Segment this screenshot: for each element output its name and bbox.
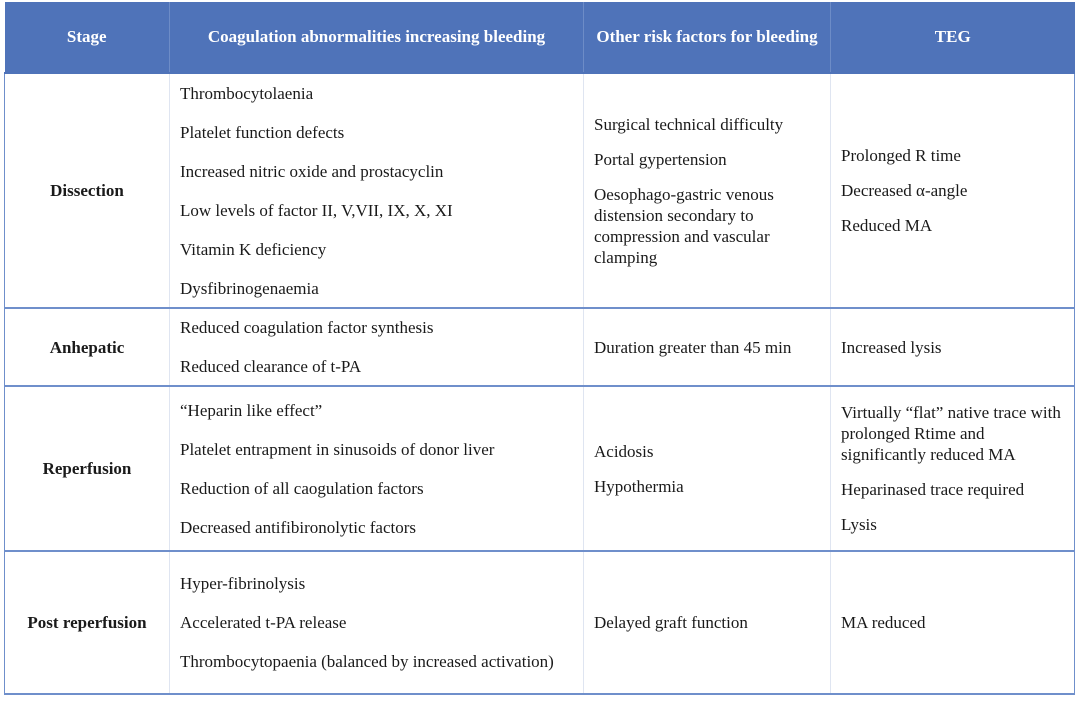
coagulation-item: Thrombocytolaenia bbox=[180, 83, 314, 103]
teg-cell bbox=[831, 73, 1075, 308]
table-body bbox=[5, 73, 1075, 694]
header-risk-factors: Other risk factors for bleeding bbox=[584, 2, 831, 73]
header-stage: Stage bbox=[5, 2, 170, 73]
table-row-dissection bbox=[5, 73, 1075, 308]
table-header bbox=[5, 2, 1075, 73]
teg-item: Decreased α-angle bbox=[841, 181, 968, 200]
risk-factor-item: Portal gypertension bbox=[594, 149, 727, 169]
coagulation-cell bbox=[170, 386, 584, 551]
risk-factor-item: Oesophago-gastric venous distension secondary to compression and vascular clamping bbox=[594, 184, 774, 267]
coagulation-cell bbox=[170, 551, 584, 694]
risk-factors-cell bbox=[584, 386, 831, 551]
coagulation-item: Platelet entrapment in sinusoids of donor liver bbox=[180, 439, 495, 459]
coagulation-item: Reduced coagulation factor synthesis bbox=[180, 318, 434, 337]
coagulation-cell bbox=[170, 308, 584, 386]
coagulation-item: Platelet function defects bbox=[180, 122, 345, 142]
coagulation-table-container bbox=[4, 2, 1074, 695]
table-row-reperfusion bbox=[5, 386, 1075, 551]
coagulation-item: “Heparin like effect” bbox=[180, 400, 323, 420]
teg-item: Prolonged R time bbox=[841, 146, 961, 165]
teg-item: Lysis bbox=[841, 515, 877, 534]
risk-factor-item: Delayed graft function bbox=[594, 613, 748, 632]
table-row-anhepatic bbox=[5, 308, 1075, 386]
coagulation-item: Vitamin K deficiency bbox=[180, 239, 327, 259]
teg-item: Reduced MA bbox=[841, 216, 933, 235]
coagulation-item: Thrombocytopaenia (balanced by increased activation) bbox=[180, 652, 554, 671]
coagulation-item: Dysfibrinogenaemia bbox=[180, 278, 319, 298]
coagulation-cell bbox=[170, 73, 584, 308]
risk-factor-item: Duration greater than 45 min bbox=[594, 337, 792, 357]
stage-cell: Anhepatic bbox=[5, 308, 170, 386]
teg-item: Increased lysis bbox=[841, 337, 942, 357]
table-row-post-reperfusion bbox=[5, 551, 1075, 694]
coagulation-item: Low levels of factor II, V,VII, IX, X, XI bbox=[180, 200, 453, 220]
coagulation-item: Reduced clearance of t-PA bbox=[180, 357, 362, 376]
stage-cell: Dissection bbox=[5, 73, 170, 308]
teg-item: Virtually “flat” native trace with prolonged Rtime and significantly reduced MA bbox=[841, 403, 1061, 464]
coagulation-item: Increased nitric oxide and prostacyclin bbox=[180, 161, 444, 181]
coagulation-table bbox=[4, 2, 1075, 695]
teg-cell bbox=[831, 551, 1075, 694]
stage-cell: Reperfusion bbox=[5, 386, 170, 551]
header-teg: TEG bbox=[831, 2, 1075, 73]
header-coagulation: Coagulation abnormalities increasing bleeding bbox=[170, 2, 584, 73]
coagulation-item: Reduction of all caogulation factors bbox=[180, 478, 424, 498]
teg-item: MA reduced bbox=[841, 613, 926, 632]
header-row bbox=[5, 2, 1075, 73]
risk-factor-item: Acidosis bbox=[594, 441, 654, 461]
stage-cell: Post reperfusion bbox=[5, 551, 170, 694]
risk-factors-cell bbox=[584, 551, 831, 694]
teg-item: Heparinased trace required bbox=[841, 480, 1025, 499]
risk-factor-item: Hypothermia bbox=[594, 476, 684, 496]
teg-cell bbox=[831, 386, 1075, 551]
coagulation-item: Decreased antifibironolytic factors bbox=[180, 517, 417, 537]
risk-factors-cell bbox=[584, 73, 831, 308]
coagulation-item: Hyper-fibrinolysis bbox=[180, 574, 306, 593]
teg-cell bbox=[831, 308, 1075, 386]
risk-factor-item: Surgical technical difficulty bbox=[594, 114, 784, 134]
risk-factors-cell bbox=[584, 308, 831, 386]
coagulation-item: Accelerated t-PA release bbox=[180, 613, 347, 632]
